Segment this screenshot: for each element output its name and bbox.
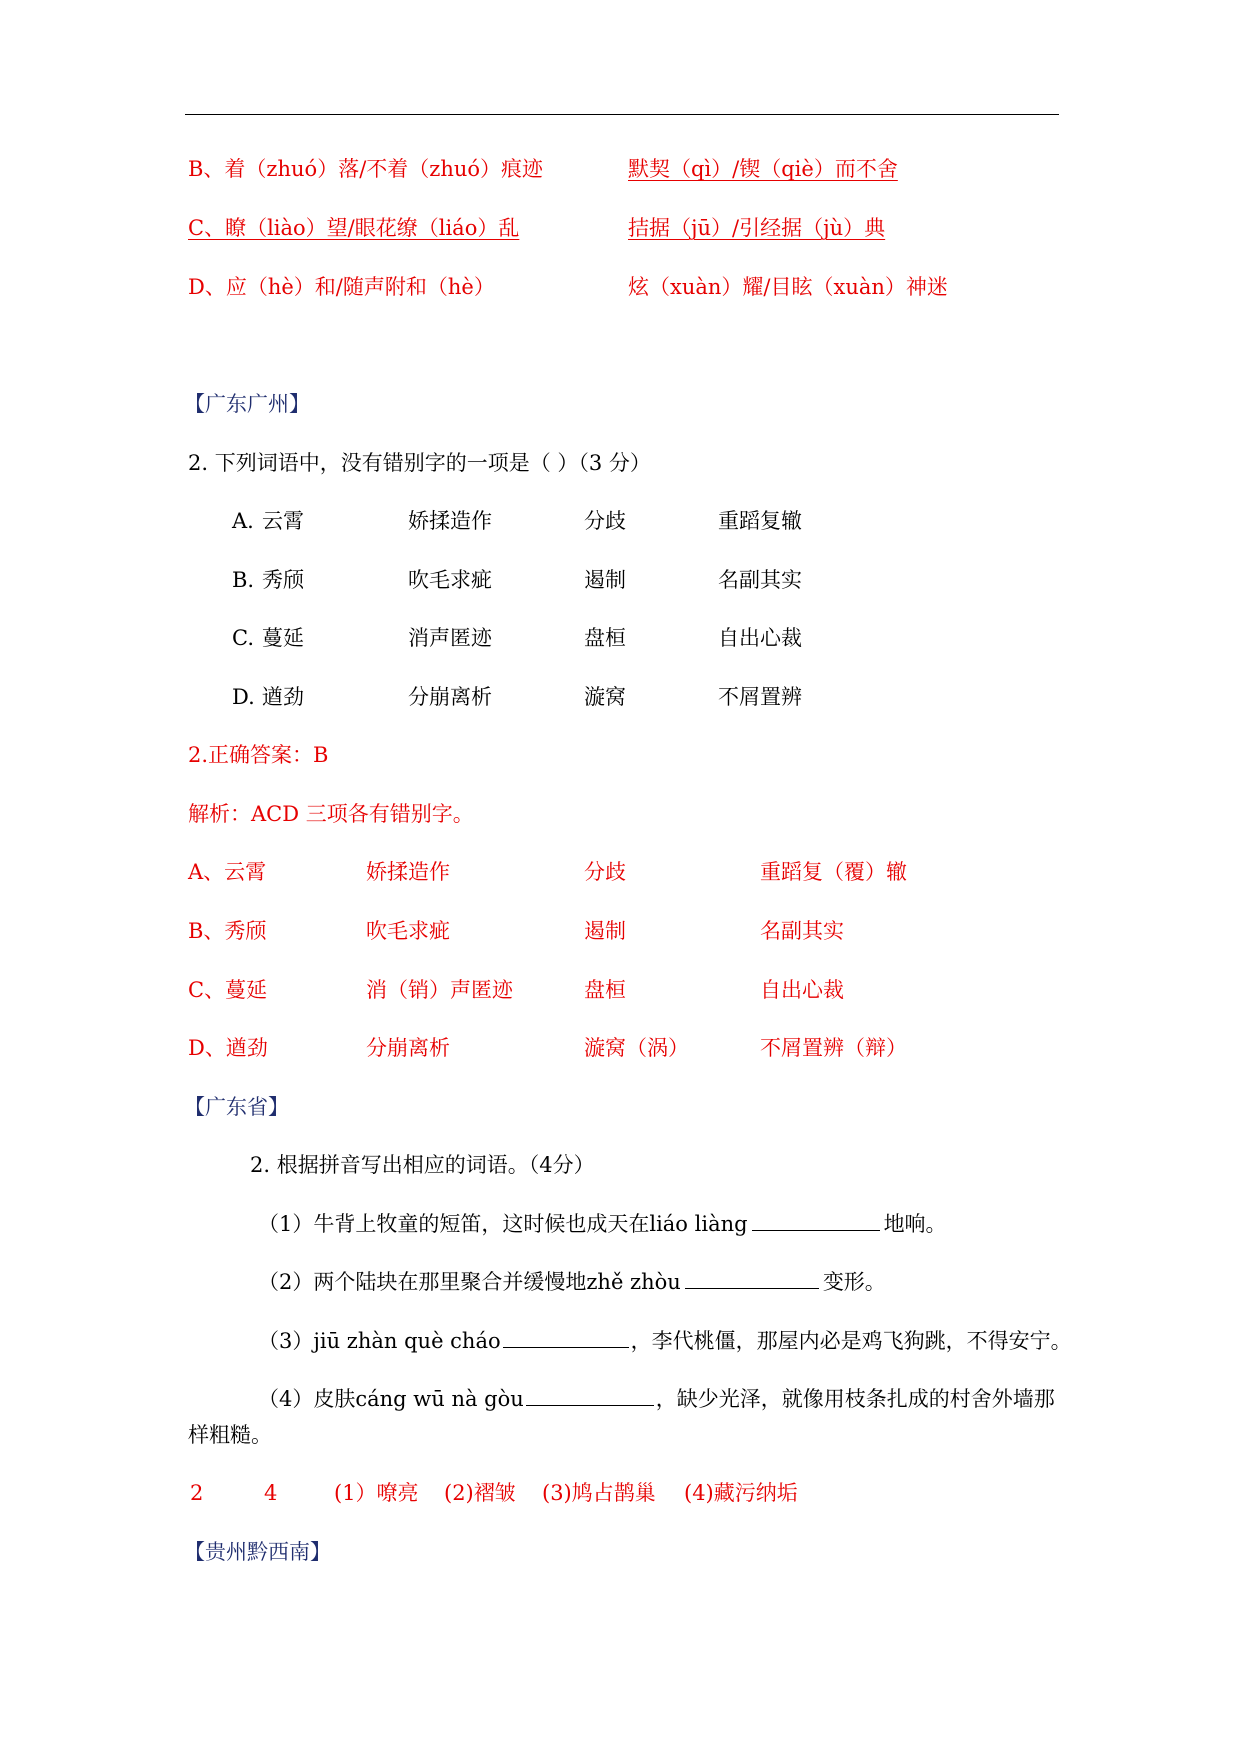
analysis-text: 解析：ACD 三项各有错别字。 [188, 802, 474, 826]
analysis-word: 自出心裁 [760, 978, 844, 1002]
answer-item: (4)藏污纳垢 [684, 1481, 798, 1505]
answer-blank[interactable] [752, 1212, 880, 1231]
analysis-word: C、蔓延 [188, 978, 268, 1002]
analysis-word: 盘桓 [584, 978, 626, 1002]
section-heading-guizhou: 【贵州黔西南】 [184, 1540, 331, 1564]
fill-item-2 [258, 1267, 886, 1297]
option-label: B. [232, 568, 255, 592]
pinyin-row-d-left: D、应（hè）和/随声附和（hè） [188, 275, 495, 299]
fill-item-1-pre: （1）牛背上牧童的短笛，这时候也成天在liáo liàng [258, 1212, 748, 1236]
analysis-word: 消（销）声匿迹 [366, 978, 513, 1002]
answer-score: 4 [264, 1481, 278, 1505]
option-label: C. [232, 626, 254, 650]
option-word: 分歧 [584, 509, 626, 533]
option-word: 盘桓 [584, 626, 626, 650]
fill-item-2-pre: （2）两个陆块在那里聚合并缓慢地zhě zhòu [258, 1270, 681, 1294]
analysis-word: 分歧 [584, 860, 626, 884]
analysis-word: 重蹈复（覆）辙 [760, 860, 907, 884]
answer-item: (3)鸠占鹊巢 [542, 1481, 656, 1505]
fill-item-1 [258, 1209, 947, 1239]
option-word: 蔓延 [262, 626, 304, 650]
option-word: 娇揉造作 [408, 509, 492, 533]
question-2-guangdong: 2. 根据拼音写出相应的词语。（4分） [250, 1153, 595, 1177]
fill-item-2-post: 变形。 [822, 1270, 886, 1294]
option-word: 不屑置辨 [718, 685, 802, 709]
header-rule [185, 114, 1059, 115]
option-word: 遒劲 [262, 685, 304, 709]
section-heading-guangzhou: 【广东广州】 [184, 392, 310, 416]
pinyin-row-c-right: 拮据（jū）/引经据（jù）典 [628, 216, 886, 240]
analysis-word: 分崩离析 [366, 1036, 450, 1060]
pinyin-row-d-right: 炫（xuàn）耀/目眩（xuàn）神迷 [628, 275, 948, 299]
fill-item-3 [258, 1326, 1072, 1356]
option-word: 遏制 [584, 568, 626, 592]
analysis-word: 吹毛求疵 [366, 919, 450, 943]
fill-item-4 [258, 1384, 1055, 1414]
option-label: A. [232, 509, 254, 533]
answer-text: 2.正确答案：B [188, 743, 329, 767]
analysis-word: 名副其实 [760, 919, 844, 943]
fill-item-4-pre: （4）皮肤cáng wū nà gòu [258, 1387, 524, 1411]
fill-item-4-post: ，缺少光泽，就像用枝条扎成的村舍外墙那 [655, 1387, 1055, 1411]
pinyin-row-c-left-wrap [188, 213, 519, 243]
fill-item-1-post: 地响。 [883, 1212, 947, 1236]
answer-item: (1）嘹亮 [334, 1481, 419, 1505]
option-word: 漩窝 [584, 685, 626, 709]
option-label: D. [232, 685, 255, 709]
option-word: 秀颀 [262, 568, 304, 592]
analysis-word: A、云霄 [188, 860, 267, 884]
pinyin-row-c-left: C、瞭（liào）望/眼花缭（liáo）乱 [188, 216, 520, 240]
fill-item-4-continuation: 样粗糙。 [188, 1423, 272, 1447]
answer-blank[interactable] [503, 1329, 629, 1348]
option-word: 分崩离析 [408, 685, 492, 709]
option-word: 云霄 [262, 509, 304, 533]
question-2-guangzhou: 2. 下列词语中，没有错别字的一项是（ ）（3 分） [188, 451, 651, 475]
fill-item-3-pre: （3）jiū zhàn què cháo [258, 1329, 501, 1353]
option-word: 自出心裁 [718, 626, 802, 650]
answer-item: (2)褶皱 [444, 1481, 516, 1505]
section-heading-guangdong: 【广东省】 [184, 1095, 289, 1119]
option-word: 名副其实 [718, 568, 802, 592]
option-word: 重蹈复辙 [718, 509, 802, 533]
analysis-word: 娇揉造作 [366, 860, 450, 884]
answer-blank[interactable] [526, 1387, 654, 1406]
option-word: 吹毛求疵 [408, 568, 492, 592]
pinyin-row-b-left: B、着（zhuó）落/不着（zhuó）痕迹 [188, 157, 544, 181]
analysis-word: 遏制 [584, 919, 626, 943]
fill-item-3-post: ，李代桃僵，那屋内必是鸡飞狗跳，不得安宁。 [630, 1329, 1072, 1353]
option-word: 消声匿迹 [408, 626, 492, 650]
pinyin-row-b-right: 默契（qì）/锲（qiè）而不舍 [628, 157, 898, 181]
analysis-word: D、遒劲 [188, 1036, 268, 1060]
analysis-word: 漩窝（涡） [584, 1036, 689, 1060]
answer-num: 2 [190, 1481, 204, 1505]
analysis-word: B、秀颀 [188, 919, 267, 943]
analysis-word: 不屑置辨（辩） [760, 1036, 907, 1060]
answer-blank[interactable] [685, 1270, 819, 1289]
